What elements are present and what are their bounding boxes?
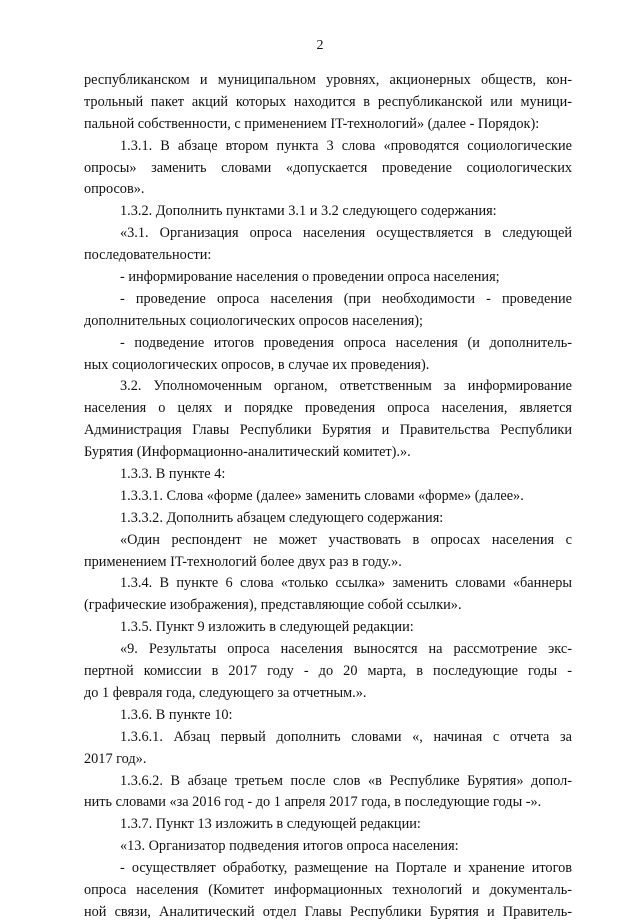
- text-line: 1.3.6.2. В абзаце третьем после слов «в Республике Бурятия» допол-: [120, 772, 572, 789]
- text-line: - информирование населения о проведении опроса населения;: [120, 269, 500, 286]
- text-line: «13. Организатор подведения итогов опроса населения:: [120, 838, 459, 855]
- text-line: 1.3.1. В абзаце втором пункта 3 слова «проводятся социологические: [120, 137, 572, 154]
- text-line: последовательности:: [84, 247, 212, 264]
- text-line: 1.3.6.1. Абзац первый дополнить словами «, начиная с отчета за: [120, 728, 572, 745]
- text-line: трольный пакет акций которых находится в республиканской или муници-: [84, 93, 572, 110]
- text-line: 1.3.4. В пункте 6 слова «только ссылка» заменить словами «баннеры: [120, 575, 572, 592]
- text-line: 2017 год».: [84, 750, 147, 767]
- document-body: [84, 70, 572, 924]
- text-line: опросы» заменить словами «допускается проведение социологических: [84, 159, 572, 176]
- text-line: - осуществляет обработку, размещение на Портале и хранение итогов: [120, 860, 572, 877]
- text-line: населения о целях и порядке проведения опроса населения, является: [84, 400, 572, 417]
- text-line: дополнительных социологических опросов населения);: [84, 312, 424, 329]
- text-line: 3.2. Уполномоченным органом, ответственным за информирование: [120, 378, 572, 395]
- text-line: Администрация Главы Республики Бурятия и Правительства Республики: [84, 422, 572, 439]
- text-line: 1.3.3.1. Слова «форме (далее» заменить словами «форме» (далее».: [120, 487, 524, 504]
- text-line: 1.3.3. В пункте 4:: [120, 466, 226, 483]
- text-line: республиканском и муниципальном уровнях, акционерных обществ, кон-: [84, 72, 572, 88]
- text-line: ной связи, Аналитический отдел Главы Республики Бурятия и Правитель-: [84, 903, 572, 920]
- text-line: 1.3.2. Дополнить пунктами 3.1 и 3.2 следующего содержания:: [120, 203, 497, 220]
- text-line: 1.3.7. Пункт 13 изложить в следующей редакции:: [120, 816, 421, 833]
- text-line: - проведение опроса населения (при необходимости - проведение: [120, 290, 572, 307]
- text-line: «9. Результаты опроса населения выносятся на рассмотрение экс-: [120, 641, 572, 658]
- text-line: Бурятия (Информационно-аналитический комитет).».: [84, 444, 411, 461]
- page-number: 2: [316, 38, 324, 53]
- text-line: опроса населения (Комитет информационных технологий и документаль-: [84, 881, 572, 898]
- text-line: 1.3.3.2. Дополнить абзацем следующего содержания:: [120, 509, 444, 526]
- text-line: «Один респондент не может участвовать в опросах населения с: [120, 531, 572, 548]
- text-line: до 1 февраля года, следующего за отчетным.».: [84, 684, 367, 701]
- text-line: пальной собственности, с применением IT-технологий» (далее - Порядок):: [84, 115, 540, 132]
- text-line: ных социологических опросов, в случае их проведения).: [84, 356, 430, 373]
- text-line: «3.1. Организация опроса населения осуществляется в следующей: [120, 225, 572, 242]
- text-line: опросов».: [84, 181, 145, 198]
- text-line: 1.3.6. В пункте 10:: [120, 706, 233, 723]
- text-line: нить словами «за 2016 год - до 1 апреля 2017 года, в последующие годы -».: [84, 794, 542, 811]
- text-line: - подведение итогов проведения опроса населения (и дополнитель-: [120, 334, 572, 351]
- text-line: применением IT-технологий более двух раз в году.».: [84, 553, 402, 570]
- text-line: (графические изображения), представляющие собой ссылки».: [84, 597, 462, 614]
- text-line: пертной комиссии в 2017 году - до 20 марта, в последующие годы -: [84, 663, 572, 680]
- text-line: 1.3.5. Пункт 9 изложить в следующей редакции:: [120, 619, 414, 636]
